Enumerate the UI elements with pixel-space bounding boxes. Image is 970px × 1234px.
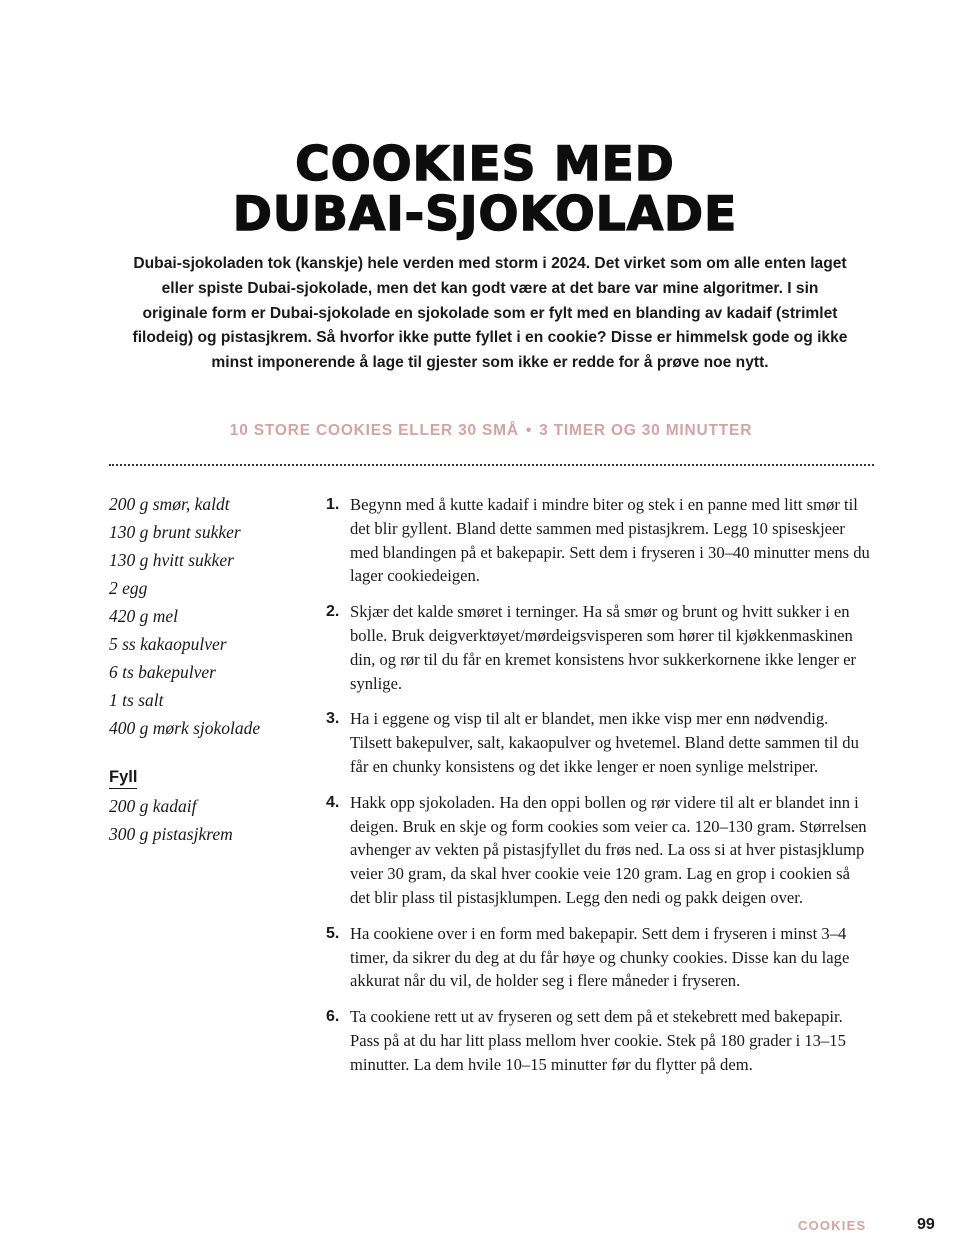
recipe-title xyxy=(0,137,970,242)
step-number: 1. xyxy=(326,496,340,513)
instruction-step xyxy=(326,791,871,910)
page-number: 99 xyxy=(917,1216,935,1233)
step-text: Skjær det kalde smøret i terninger. Ha så smør og brunt og hvitt sukker i en bolle. Bruk deigverktøyet/mørdeigsvisperen som hører til kjøkkenmaskinen din, og rør til du får en kremet konsistens hvor sukkerkornene ikke lenger er synlige. xyxy=(350,602,856,693)
ingredient-item: 420 g mel xyxy=(109,606,179,626)
fill-ingredient-item: 300 g pistasjkrem xyxy=(109,824,233,844)
ingredient-item: 6 ts bakepulver xyxy=(109,662,216,682)
ingredient-list xyxy=(109,490,309,742)
instruction-steps xyxy=(326,493,871,1089)
footer-section-label: COOKIES xyxy=(798,1218,867,1233)
ingredient-item: 2 egg xyxy=(109,578,148,598)
dotted-divider xyxy=(109,464,874,466)
step-text: Hakk opp sjokoladen. Ha den oppi bollen og rør videre til alt er blandet inn i deigen. Bruk en skje og form cookies som veier ca. 120–130 gram. Størrelsen avhenger av vekten på pistasjfyllet du frøs ned. La oss si at hver pistasjklump veier 30 gram, da skal hver cookie veie 120 gram. Lag en grop i cookien så det blir plass til pistasjklumpen. Legg den nedi og pakk deigen over. xyxy=(350,792,867,907)
fill-ingredient-item: 200 g kadaif xyxy=(109,796,197,816)
instruction-step xyxy=(326,707,871,778)
step-text: Ha cookiene over i en form med bakepapir. Sett dem i fryseren i minst 3–4 timer, da sikrer du deg at du får høye og chunky cookies. Disse kan du lage akkurat når du vil, de holder seg i flere måneder i fryseren. xyxy=(350,923,850,991)
ingredient-item: 400 g mørk sjokolade xyxy=(109,718,261,738)
step-number: 3. xyxy=(326,710,340,728)
recipe-meta xyxy=(0,422,970,440)
step-text: Ta cookiene rett ut av fryseren og sett dem på et stekebrett med bakepapir. Pass på at du har litt plass mellom hver cookie. Stek på 180 grader i 13–15 minutter. La dem hvile 10–15 minutter før du flytter på dem. xyxy=(350,1007,846,1074)
ingredient-item: 200 g smør, kaldt xyxy=(109,494,230,514)
instruction-step xyxy=(326,1005,871,1076)
ingredient-item: 130 g brunt sukker xyxy=(109,522,241,542)
ingredient-item: 130 g hvitt sukker xyxy=(109,550,234,570)
step-number: 5. xyxy=(326,924,340,942)
recipe-yield: 10 STORE COOKIES ELLER 30 SMÅ xyxy=(229,422,519,439)
recipe-intro: Dubai-sjokoladen tok (kanskje) hele verden med storm i 2024. Det virket som om alle enten laget eller spiste Dubai-sjokolade, men det kan godt være at det bare var mine algoritmer. I sin originale form er Dubai-sjokolade en sjokolade som er fylt med en blanding av kadaif (strimlet filodeig) og pistasjkrem. Så hvorfor ikke putte fyllet i en cookie? Disse er himmelsk gode og ikke minst imponerende å lage til gjester som ikke er redde for å prøve noe nytt. xyxy=(132,255,848,372)
step-number: 4. xyxy=(326,793,340,811)
step-text: Ha i eggene og visp til alt er blandet, men ikke visp mer enn nødvendig. Tilsett bakepulver, salt, kakaopulver og hvetemel. Bland dette sammen til du får en chunky konsistens og det ikke lenger er noen synlige melstriper. xyxy=(350,709,859,776)
meta-separator: • xyxy=(525,422,533,439)
fill-ingredient-list xyxy=(109,792,309,848)
instruction-step xyxy=(326,600,871,695)
ingredient-item: 1 ts salt xyxy=(109,690,164,710)
recipe-time: 3 TIMER OG 30 MINUTTER xyxy=(539,422,753,439)
recipe-title-line-2: DUBAI-SJOKOLADE xyxy=(232,187,738,242)
step-number: 2. xyxy=(326,603,340,621)
fill-heading: Fyll xyxy=(109,766,137,789)
recipe-title-line-1: COOKIES MED xyxy=(295,137,675,192)
ingredient-item: 5 ss kakaopulver xyxy=(109,634,227,654)
step-text: Begynn med å kutte kadaif i mindre biter og stek i en panne med litt smør til det blir gyllent. Bland dette sammen med pistasjkrem. Legg 10 spiseskjeer med blandingen på et bakepapir. Sett dem i fryseren i 30–40 minutter mens du lager cookiedeigen. xyxy=(350,495,870,586)
instruction-step xyxy=(326,922,871,993)
step-number: 6. xyxy=(326,1008,340,1026)
instruction-step xyxy=(326,493,871,588)
